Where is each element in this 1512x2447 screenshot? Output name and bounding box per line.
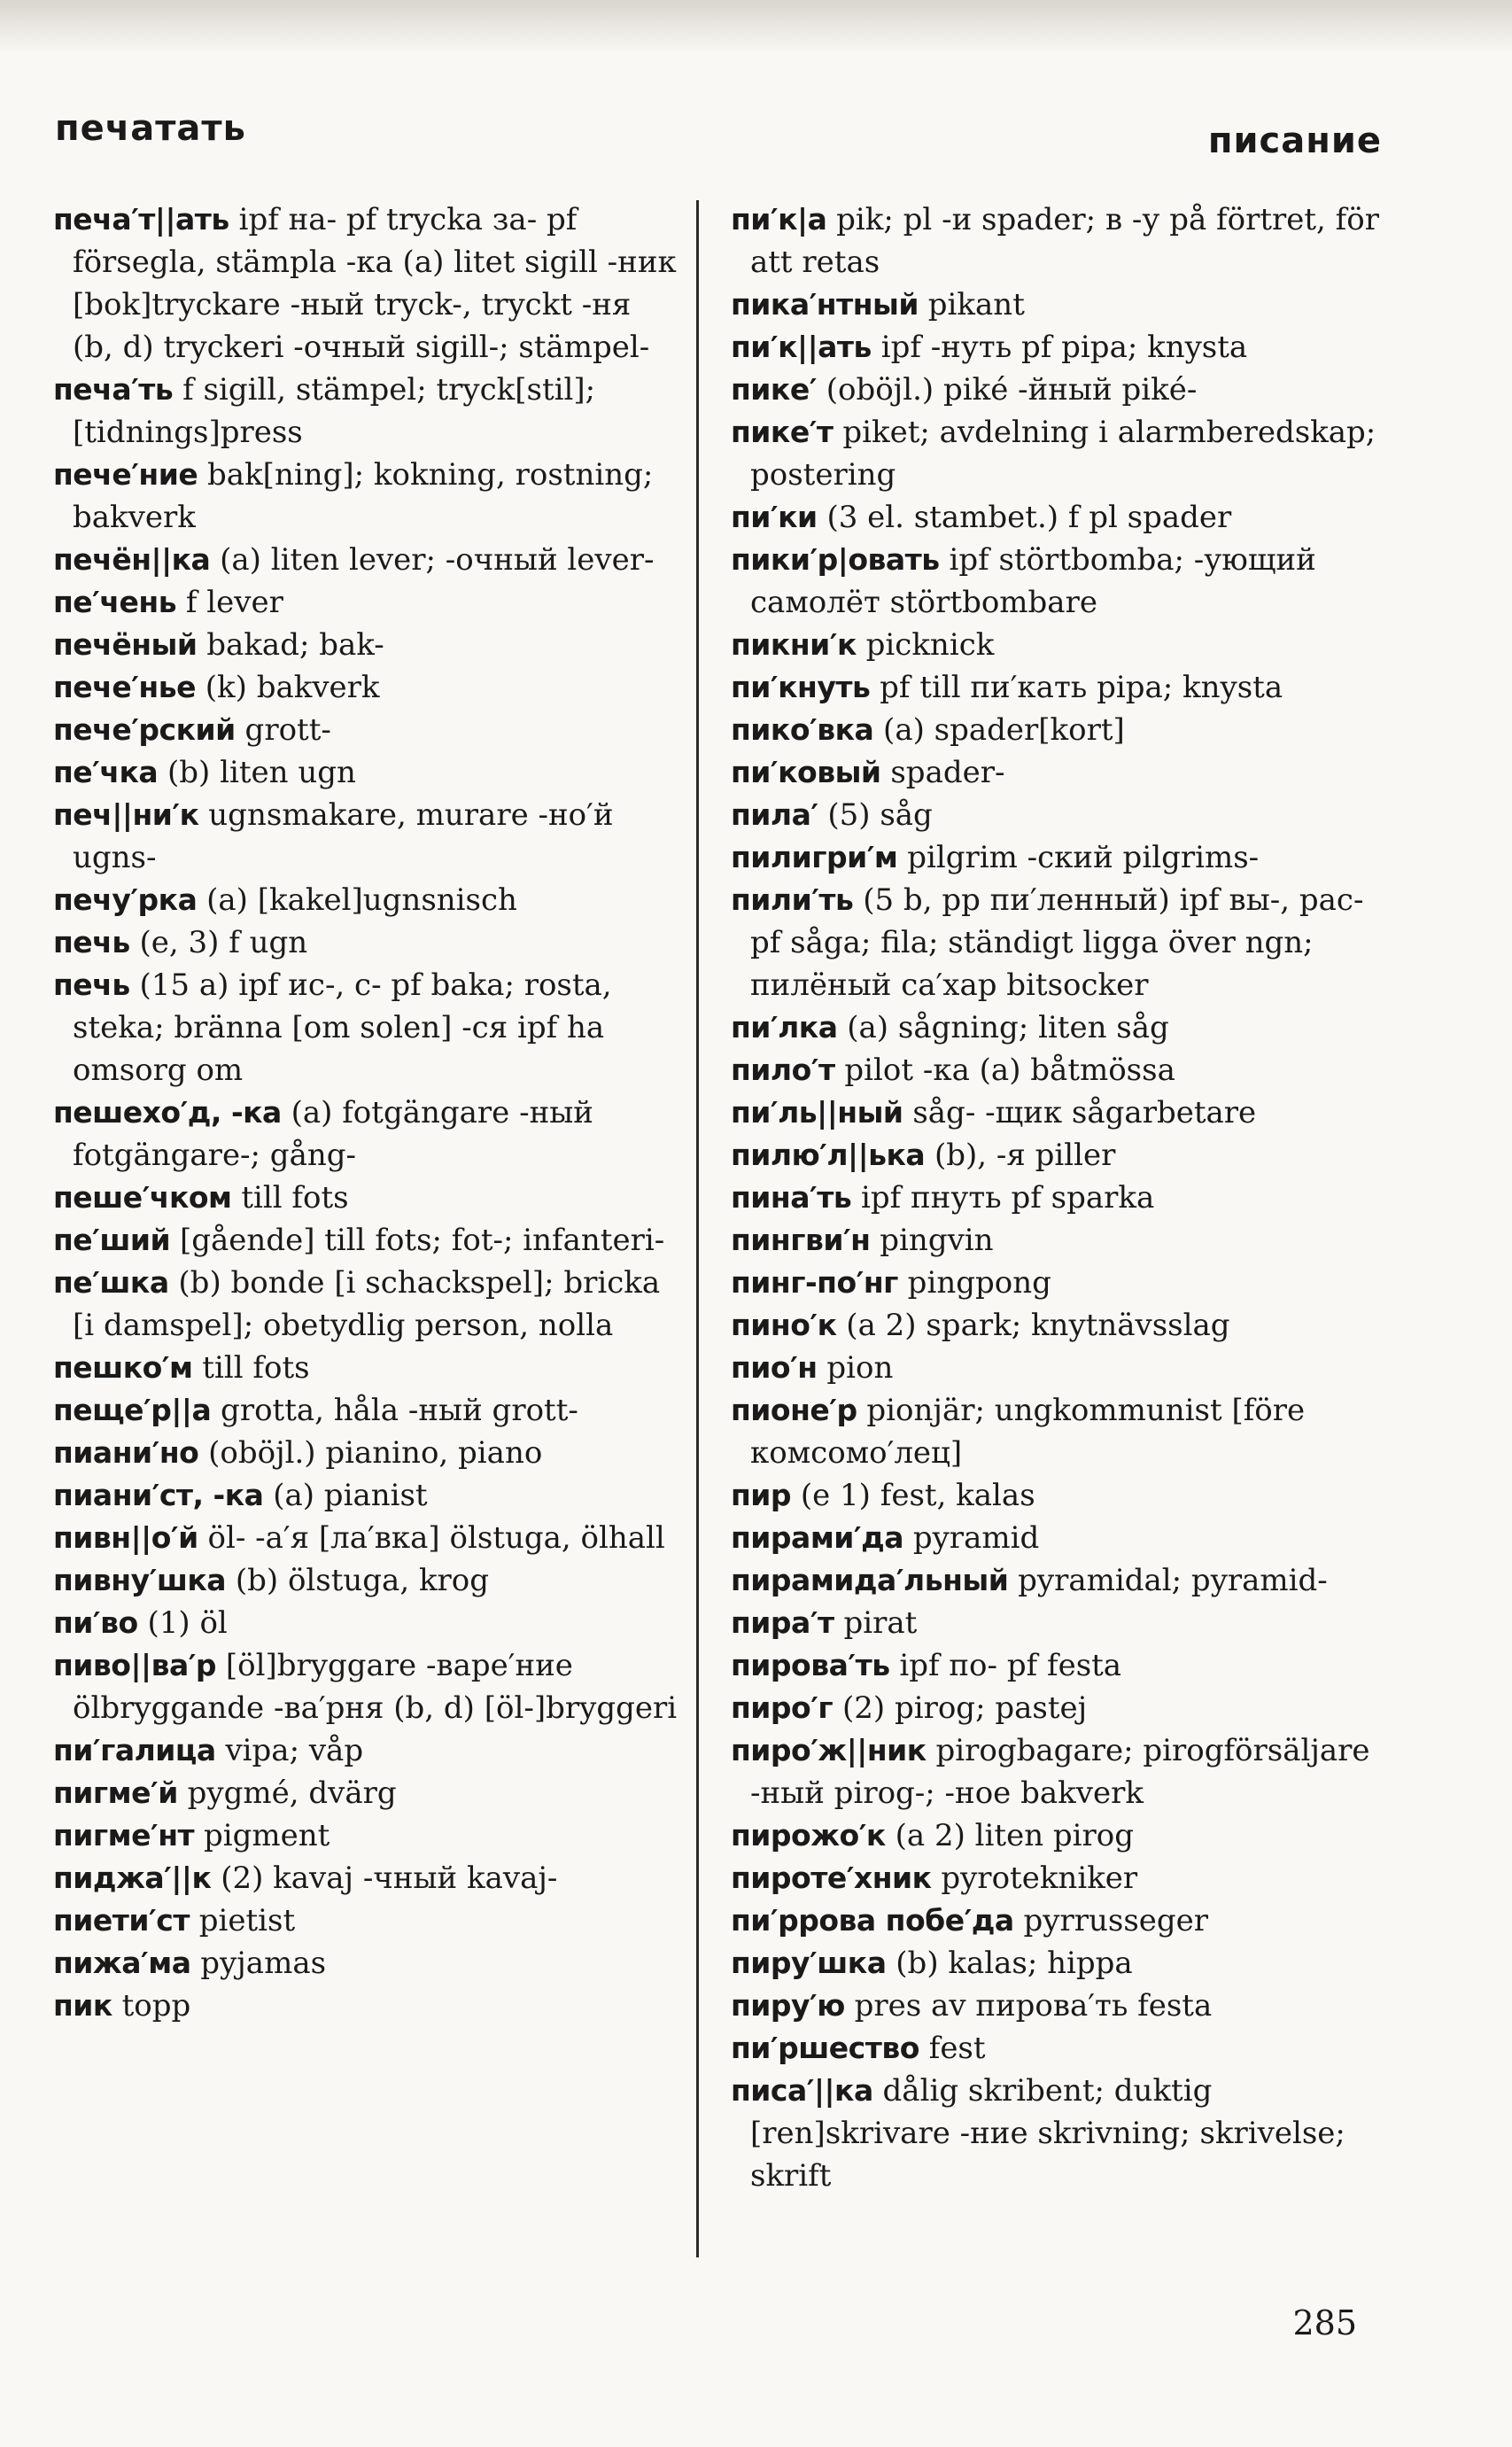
entry-definition: (a) sågning; liten såg	[837, 1010, 1169, 1045]
entry-headword: писа′||ка	[731, 2073, 873, 2108]
entry-definition: ipf -нуть pf pipa; knysta	[871, 330, 1248, 365]
entry-headword: печа′т||ать	[53, 202, 229, 237]
entry-headword: пинг-по′нг	[731, 1265, 898, 1300]
dictionary-entry	[53, 1985, 678, 2027]
entry-definition: pres av пирова′ть festa	[844, 1988, 1213, 2024]
entry-headword: пио′н	[731, 1350, 818, 1385]
entry-headword: пило′т	[731, 1053, 835, 1087]
dictionary-entry	[731, 666, 1382, 709]
dictionary-entry	[53, 624, 678, 666]
entry-headword: пилигри′м	[731, 840, 898, 874]
entry-definition: (a) pianist	[263, 1478, 428, 1513]
dictionary-entry	[53, 751, 678, 794]
dictionary-entry	[731, 624, 1382, 666]
entry-definition: [öl]bryggare -варе′ние ölbryggande -ва′рня (b, d) [öl-]bryggeri	[73, 1648, 678, 1726]
entry-definition: picknick	[856, 627, 995, 663]
entry-definition: [gående] till fots; fot-; infanteri-	[170, 1223, 665, 1258]
entry-definition: dålig skribent; duktig [ren]skrivare -ние skrivning; skrivelse; skrift	[750, 2073, 1345, 2194]
entry-headword: пирами′да	[731, 1520, 904, 1555]
entry-headword: печу′рка	[53, 882, 198, 917]
dictionary-entry	[53, 1517, 678, 1559]
page-number: 285	[1292, 2303, 1357, 2342]
entry-definition: (b) kalas; hippa	[886, 1946, 1133, 1981]
entry-headword: пече′рский	[53, 712, 236, 747]
entry-headword: пижа′ма	[53, 1946, 191, 1980]
entry-definition: (oböjl.) pianino, piano	[198, 1435, 543, 1471]
entry-definition: pyrotekniker	[931, 1860, 1138, 1896]
entry-headword: пико′вка	[731, 712, 874, 747]
dictionary-entry	[731, 1347, 1382, 1389]
right-column	[731, 198, 1382, 2197]
entry-headword: пиджа′||к	[53, 1860, 212, 1895]
dictionary-entry	[53, 369, 678, 454]
entry-definition: spader-	[880, 755, 1005, 790]
dictionary-entry	[53, 539, 678, 581]
dictionary-entry	[53, 1474, 678, 1517]
entry-definition: till fots	[231, 1180, 349, 1216]
entry-definition: grotta, håla -ный grott-	[211, 1393, 578, 1428]
dictionary-entry	[731, 1134, 1382, 1177]
left-column	[53, 198, 678, 2027]
dictionary-entry	[731, 879, 1382, 1006]
dictionary-entry	[53, 1432, 678, 1474]
entry-definition: pikant	[918, 287, 1025, 322]
entry-headword: пирова′ть	[731, 1648, 890, 1682]
entry-headword: пике′	[731, 372, 817, 407]
entry-headword: пеще′р||а	[53, 1393, 212, 1427]
entry-definition: piket; avdelning i alarmberedskap; postering	[750, 415, 1376, 493]
dictionary-entry	[53, 1602, 678, 1644]
dictionary-entry	[731, 1559, 1382, 1602]
entry-definition: (a 2) spark; knytnävsslag	[836, 1308, 1230, 1343]
entry-definition: pyjamas	[190, 1946, 327, 1981]
dictionary-entry	[53, 666, 678, 709]
entry-headword: пи′к|а	[731, 202, 827, 237]
entry-headword: пи′ки	[731, 500, 818, 534]
entry-definition: pf till пи′кать pipa; knysta	[870, 670, 1283, 705]
dictionary-entry	[731, 1729, 1382, 1814]
entry-definition: pirogbagare; pirogförsäljare -ный pirog-; -ное bakverk	[750, 1733, 1370, 1811]
dictionary-entry	[731, 1474, 1382, 1517]
entry-definition: pingvin	[870, 1223, 994, 1258]
entry-headword: пик	[53, 1988, 112, 2023]
dictionary-entry	[731, 1219, 1382, 1262]
dictionary-entry	[53, 1772, 678, 1814]
dictionary-entry	[731, 1517, 1382, 1559]
entry-headword: пеше′чком	[53, 1180, 232, 1215]
dictionary-entry	[53, 1857, 678, 1899]
entry-headword: пиво||ва′р	[53, 1648, 217, 1682]
dictionary-entry	[731, 751, 1382, 794]
entry-headword: пече′нье	[53, 670, 196, 704]
entry-headword: пи′ковый	[731, 755, 881, 789]
dictionary-entry	[731, 1985, 1382, 2027]
dictionary-entry	[731, 1857, 1382, 1899]
entry-headword: пешехо′д, -ка	[53, 1095, 282, 1130]
column-divider	[696, 200, 699, 2257]
dictionary-entry	[53, 964, 678, 1091]
entry-headword: пе′ший	[53, 1223, 171, 1257]
dictionary-entry	[731, 1942, 1382, 1985]
entry-headword: пи′во	[53, 1605, 138, 1640]
entry-definition: (a) spader[kort]	[873, 712, 1125, 748]
dictionary-entry	[53, 1559, 678, 1602]
entry-definition: vipa; våp	[215, 1733, 364, 1768]
entry-definition: bakad; bak-	[197, 627, 384, 663]
dictionary-entry	[53, 198, 678, 369]
entry-definition: (1) öl	[137, 1605, 228, 1641]
entry-headword: пивну′шка	[53, 1563, 227, 1597]
dictionary-entry	[53, 879, 678, 921]
entry-headword: пе′шка	[53, 1265, 169, 1300]
entry-definition: ipf на- pf trycka за- pf försegla, stämpla -ка (a) litet sigill -ник [bok]tryckare -ный tryck-, tryckt -ня (b, d) tryckeri -очный sigill-; stämpel-	[73, 202, 677, 365]
entry-definition: ipf по- pf festa	[889, 1648, 1122, 1683]
entry-headword: пирожо′к	[731, 1818, 886, 1853]
entry-headword: пи′к||ать	[731, 330, 872, 364]
entry-definition: pirat	[834, 1605, 918, 1641]
entry-headword: пиети′ст	[53, 1903, 190, 1938]
entry-headword: пивн||о′й	[53, 1520, 198, 1555]
entry-headword: пир	[731, 1478, 792, 1512]
dictionary-entry	[53, 581, 678, 624]
entry-definition: pyramid	[903, 1520, 1040, 1556]
entry-headword: пиру′шка	[731, 1946, 887, 1980]
entry-headword: пингви′н	[731, 1223, 871, 1257]
entry-definition: (5 b, pp пи′ленный) ipf вы-, рас- pf såga; fila; ständigt ligga över ngn; пилёный са′хар bitsocker	[750, 882, 1364, 1003]
entry-headword: пе′чка	[53, 755, 159, 789]
entry-headword: пироте′хник	[731, 1860, 932, 1895]
entry-definition: (b) ölstuga, krog	[226, 1563, 490, 1598]
entry-headword: пили′ть	[731, 882, 854, 917]
entry-headword: пино′к	[731, 1308, 837, 1342]
dictionary-entry	[731, 709, 1382, 751]
running-head-left: печатать	[55, 108, 246, 149]
entry-headword: пиро′ж||ник	[731, 1733, 927, 1767]
dictionary-entry	[731, 411, 1382, 496]
dictionary-entry	[53, 1091, 678, 1177]
dictionary-entry	[53, 454, 678, 539]
entry-headword: печь	[53, 925, 130, 959]
dictionary-entry	[731, 1814, 1382, 1857]
entry-headword: печа′ть	[53, 372, 174, 407]
dictionary-entry	[731, 1091, 1382, 1134]
entry-definition: (3 el. stambet.) f pl spader	[817, 500, 1232, 535]
entry-definition: pyramidal; pyramid-	[1008, 1563, 1328, 1598]
entry-definition: ipf пнуть pf sparka	[851, 1180, 1155, 1216]
entry-definition: pietist	[189, 1903, 296, 1938]
entry-definition: (e 1) fest, kalas	[791, 1478, 1035, 1513]
entry-headword: пи′галица	[53, 1733, 216, 1767]
dictionary-entry	[731, 1177, 1382, 1219]
dictionary-entry	[731, 794, 1382, 836]
dictionary-entry	[731, 1389, 1382, 1474]
entry-definition: pingpong	[897, 1265, 1051, 1301]
entry-definition: pion	[817, 1350, 894, 1386]
entry-definition: (2) kavaj -чный kavaj-	[211, 1860, 558, 1896]
entry-definition: pyrrusseger	[1013, 1903, 1209, 1938]
entry-headword: пирамида′льный	[731, 1563, 1009, 1597]
entry-definition: topp	[112, 1988, 191, 2024]
entry-definition: pygmé, dvärg	[177, 1775, 397, 1811]
entry-headword: пигме′нт	[53, 1818, 195, 1853]
dictionary-entry	[53, 1899, 678, 1942]
entry-headword: пече′ние	[53, 457, 198, 492]
entry-headword: пилю′л||ька	[731, 1138, 926, 1172]
dictionary-entry	[53, 1389, 678, 1432]
entry-headword: пиани′но	[53, 1435, 199, 1470]
entry-definition: (a) fotgängare -ный fotgängare-; gång-	[73, 1095, 593, 1173]
entry-headword: пила′	[731, 797, 818, 832]
entry-definition: till fots	[192, 1350, 310, 1386]
entry-headword: пика′нтный	[731, 287, 919, 322]
entry-headword: пигме′й	[53, 1775, 178, 1810]
entry-headword: пешко′м	[53, 1350, 193, 1385]
entry-definition: (2) pirog; pastej	[833, 1690, 1088, 1726]
dictionary-entry	[731, 1687, 1382, 1729]
dictionary-entry	[53, 1814, 678, 1857]
entry-definition: pionjär; ungkommunist [före комсомо′лец]	[750, 1393, 1306, 1471]
dictionary-entry	[731, 2027, 1382, 2070]
entry-definition: (5) såg	[818, 797, 933, 833]
page-top-edge	[0, 0, 1512, 53]
dictionary-entry	[731, 1644, 1382, 1687]
dictionary-entry	[53, 921, 678, 964]
dictionary-entry	[731, 1049, 1382, 1091]
running-head-right: писание	[1207, 120, 1382, 161]
entry-headword: пики′р|овать	[731, 542, 940, 577]
entry-headword: пина′ть	[731, 1180, 852, 1215]
dictionary-entry	[53, 1219, 678, 1262]
dictionary-entry	[731, 326, 1382, 369]
dictionary-entry	[731, 1262, 1382, 1304]
entry-definition: bak[ning]; kokning, rostning; bakverk	[73, 457, 654, 535]
dictionary-entry	[53, 1177, 678, 1219]
entry-headword: пе′чень	[53, 585, 177, 619]
entry-definition: (b) bonde [i schackspel]; bricka [i damspel]; obetydlig person, nolla	[73, 1265, 661, 1343]
dictionary-entry	[731, 1602, 1382, 1644]
dictionary-entry	[53, 794, 678, 879]
dictionary-entry	[731, 2070, 1382, 2197]
dictionary-entry	[53, 1644, 678, 1729]
entry-headword: пи′ль||ный	[731, 1095, 903, 1130]
entry-headword: пиани′ст, -ка	[53, 1478, 264, 1512]
dictionary-entry	[731, 539, 1382, 624]
entry-definition: pilgrim -ский pilgrims-	[897, 840, 1260, 875]
entry-headword: пи′ршество	[731, 2031, 919, 2065]
entry-headword: пи′лка	[731, 1010, 838, 1045]
entry-definition: fest	[919, 2031, 986, 2066]
entry-headword: печ||ни′к	[53, 797, 199, 832]
entry-headword: пионе′р	[731, 1393, 857, 1427]
entry-headword: печёный	[53, 627, 198, 662]
dictionary-entry	[53, 1347, 678, 1389]
entry-definition: (a) [kakel]ugnsnisch	[197, 882, 517, 918]
dictionary-entry	[53, 1729, 678, 1772]
entry-headword: пиро′г	[731, 1690, 834, 1725]
entry-headword: пи′кнуть	[731, 670, 871, 704]
entry-definition: ugnsmakare, murare -но′й ugns-	[73, 797, 614, 875]
entry-definition: ipf störtbomba; -ующий самолёт störtbombare	[750, 542, 1316, 620]
dictionary-entry	[731, 496, 1382, 539]
entry-definition: (e, 3) f ugn	[129, 925, 308, 960]
entry-headword: пи′ррова побе′да	[731, 1903, 1014, 1938]
dictionary-entry	[731, 836, 1382, 879]
entry-definition: f lever	[176, 585, 283, 620]
entry-definition: pigment	[194, 1818, 330, 1853]
entry-definition: pik; pl -и spader; в -у på förtret, för att retas	[750, 202, 1379, 280]
dictionary-entry	[731, 198, 1382, 284]
entry-definition: grott-	[235, 712, 331, 748]
dictionary-entry	[731, 284, 1382, 326]
dictionary-entry	[53, 1942, 678, 1985]
entry-definition: (15 a) ipf ис-, с- pf baka; rosta, steka; bränna [om solen] -ся ipf ha omsorg om	[73, 967, 612, 1088]
entry-definition: (b) liten ugn	[158, 755, 356, 790]
dictionary-entry	[53, 1262, 678, 1347]
entry-headword: пиру′ю	[731, 1988, 845, 2023]
entry-headword: пике′т	[731, 415, 834, 449]
entry-headword: печь	[53, 967, 130, 1002]
entry-definition: (a 2) liten pirog	[885, 1818, 1135, 1853]
dictionary-entry	[731, 369, 1382, 411]
entry-definition: (oböjl.) piké -йный piké-	[816, 372, 1198, 408]
entry-headword: печён||ка	[53, 542, 211, 577]
entry-definition: (k) bakverk	[195, 670, 380, 705]
entry-definition: pilot -ка (a) båtmössa	[834, 1053, 1175, 1088]
dictionary-entry	[731, 1899, 1382, 1942]
entry-definition: (b), -я piller	[925, 1138, 1116, 1173]
entry-definition: såg- -щик sågarbetare	[903, 1095, 1257, 1130]
entry-definition: (a) liten lever; -очный lever-	[210, 542, 655, 578]
entry-definition: f sigill, stämpel; tryck[stil]; [tidnings]press	[73, 372, 596, 450]
entry-headword: пикни′к	[731, 627, 857, 662]
dictionary-entry	[53, 709, 678, 751]
entry-headword: пира′т	[731, 1605, 834, 1640]
dictionary-entry	[731, 1006, 1382, 1049]
entry-definition: öl- -а′я [ла′вка] ölstuga, ölhall	[198, 1520, 665, 1556]
dictionary-entry	[731, 1304, 1382, 1347]
